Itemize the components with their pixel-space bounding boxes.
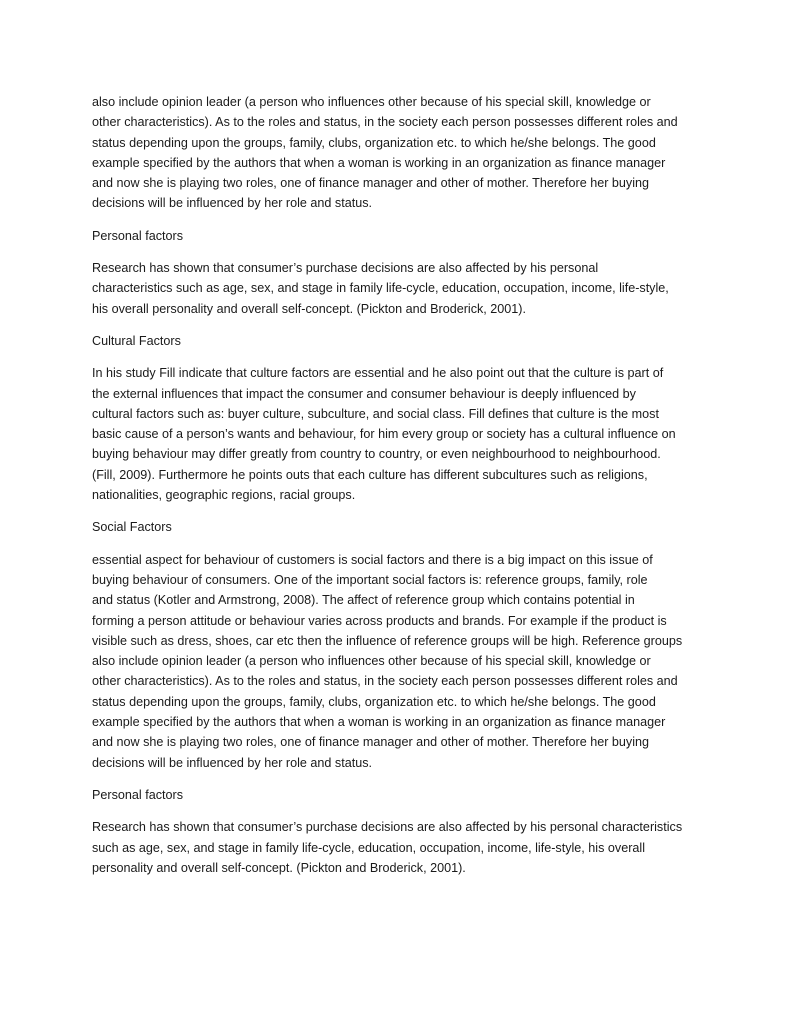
text-line: other characteristics). As to the roles and status, in the society each person possesses different roles and — [92, 674, 678, 689]
text-line: also include opinion leader (a person who influences other because of his special skill, knowledge or — [92, 654, 651, 669]
text-line: Research has shown that consumer’s purchase decisions are also affected by his personal characteristics — [92, 820, 683, 835]
text-line: other characteristics). As to the roles and status, in the society each person possesses different roles and — [92, 115, 678, 130]
section-heading: Cultural Factors — [92, 333, 181, 348]
paragraph — [92, 550, 701, 773]
text-line: status depending upon the groups, family, clubs, organization etc. to which he/she belongs. The good — [92, 694, 656, 709]
text-line: Research has shown that consumer’s purchase decisions are also affected by his personal — [92, 261, 599, 276]
paragraph — [92, 92, 701, 214]
text-line: essential aspect for behaviour of customers is social factors and there is a big impact on this issue of — [92, 552, 653, 567]
text-line: status depending upon the groups, family, clubs, organization etc. to which he/she belongs. The good — [92, 135, 656, 150]
text-line: basic cause of a person’s wants and behaviour, for him every group or society has a cultural influence on — [92, 427, 676, 442]
text-line: In his study Fill indicate that culture factors are essential and he also point out that the culture is part of — [92, 366, 664, 381]
text-line: the external influences that impact the consumer and consumer behaviour is deeply influenced by — [92, 386, 636, 401]
text-line: and status (Kotler and Armstrong, 2008). The affect of reference group which contains potential in — [92, 593, 635, 608]
text-line: such as age, sex, and stage in family life-cycle, education, occupation, income, life-style, his overall — [92, 840, 645, 855]
text-line: nationalities, geographic regions, racial groups. — [92, 488, 356, 503]
text-line: example specified by the authors that when a woman is working in an organization as finance manager — [92, 715, 666, 730]
text-line: visible such as dress, shoes, car etc then the influence of reference groups will be high. Reference groups — [92, 633, 683, 648]
text-line: buying behaviour may differ greatly from country to country, or even neighbourhood to neighbourhood. — [92, 447, 661, 462]
text-line: and now she is playing two roles, one of finance manager and other of mother. Therefore her buying — [92, 735, 650, 750]
paragraph — [92, 817, 701, 878]
text-line: decisions will be influenced by her role and status. — [92, 196, 373, 211]
text-line: also include opinion leader (a person who influences other because of his special skill, knowledge or — [92, 95, 651, 109]
text-line: his overall personality and overall self-concept. (Pickton and Broderick, 2001). — [92, 301, 527, 316]
paragraph — [92, 363, 701, 505]
text-line: and now she is playing two roles, one of finance manager and other of mother. Therefore her buying — [92, 176, 650, 191]
text-line: buying behaviour of consumers. One of the important social factors is: reference groups, family, role — [92, 572, 648, 587]
text-line: personality and overall self-concept. (Pickton and Broderick, 2001). — [92, 860, 466, 875]
section-heading: Personal factors — [92, 228, 183, 243]
paragraph — [92, 258, 701, 319]
text-line: example specified by the authors that when a woman is working in an organization as finance manager — [92, 155, 666, 170]
text-line: decisions will be influenced by her role and status. — [92, 755, 373, 770]
text-line: cultural factors such as: buyer culture, subculture, and social class. Fill defines that culture is the most — [92, 406, 659, 421]
section-heading: Social Factors — [92, 520, 172, 535]
text-line: forming a person attitude or behaviour varies across products and brands. For example if the product is — [92, 613, 667, 628]
text-line: (Fill, 2009). Furthermore he points outs that each culture has different subcultures such as religions, — [92, 467, 648, 482]
section-heading: Personal factors — [92, 787, 183, 802]
text-line: characteristics such as age, sex, and stage in family life-cycle, education, occupation, income, life-style, — [92, 281, 669, 296]
